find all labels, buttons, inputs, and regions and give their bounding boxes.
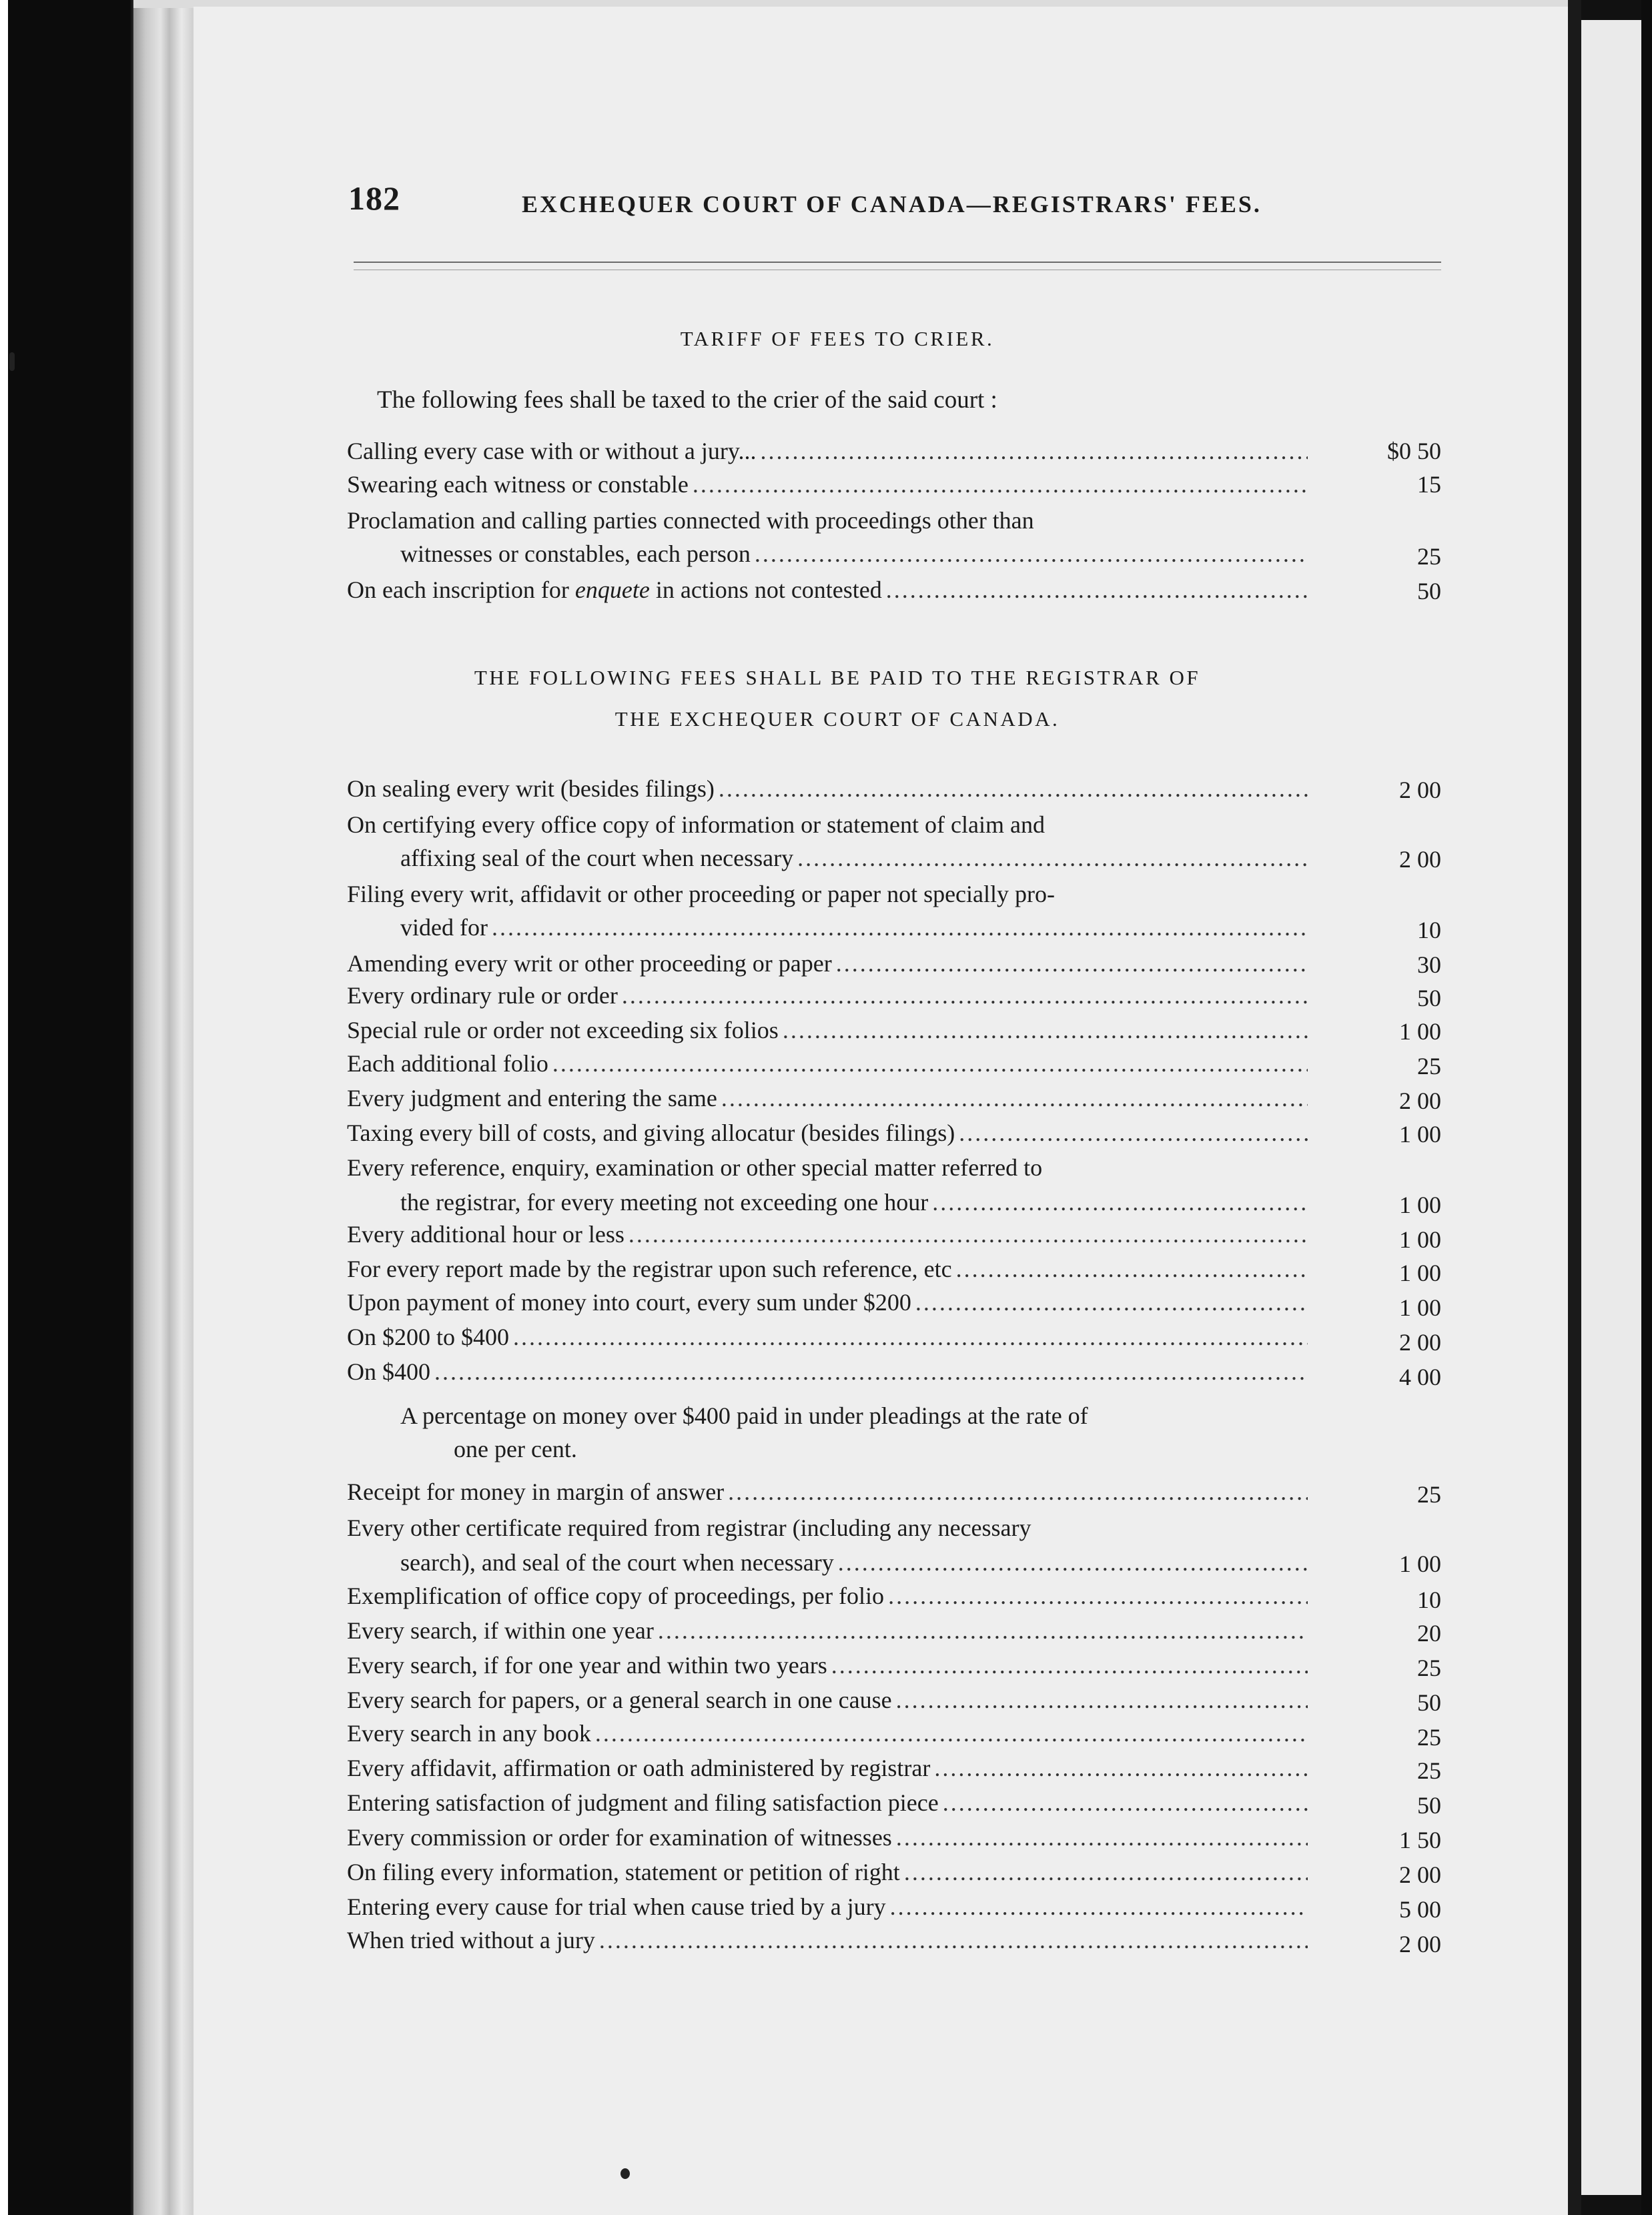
fee-line-continuation bbox=[400, 842, 1308, 874]
fee-paragraph bbox=[400, 1400, 1361, 1432]
fee-amount: 2 00 bbox=[1399, 1087, 1441, 1114]
fee-text: Entering every cause for trial when cause tried by a jury bbox=[347, 1893, 886, 1920]
fee-text: Every search, if for one year and within two years bbox=[347, 1652, 827, 1679]
fee-text: Exemplification of office copy of proceedings, per folio bbox=[347, 1583, 885, 1609]
scan-right-border bbox=[1641, 0, 1652, 2215]
fee-line bbox=[347, 468, 1308, 500]
fee-text: Each additional folio bbox=[347, 1050, 548, 1077]
leader-dots bbox=[728, 1476, 1308, 1508]
fee-amount: 1 00 bbox=[1399, 1121, 1441, 1148]
leader-dots bbox=[896, 1684, 1308, 1716]
fee-line bbox=[347, 1253, 1308, 1285]
fee-text: Swearing each witness or constable bbox=[347, 471, 689, 498]
fee-line-continuation bbox=[400, 1186, 1308, 1218]
fee-text: On $200 to $400 bbox=[347, 1324, 509, 1350]
registrar-heading-line1: THE FOLLOWING FEES SHALL BE PAID TO THE REGISTRAR OF bbox=[474, 666, 1201, 689]
fee-text-suffix: in actions not contested bbox=[649, 576, 882, 603]
fee-text: On filing every information, statement or petition of right bbox=[347, 1859, 900, 1885]
fee-text: When tried without a jury bbox=[347, 1927, 595, 1953]
fee-text: Special rule or order not exceeding six folios bbox=[347, 1017, 779, 1043]
fee-text: Every search for papers, or a general search in one cause bbox=[347, 1687, 892, 1713]
leader-dots bbox=[552, 1047, 1308, 1079]
crier-heading: TARIFF OF FEES TO CRIER. bbox=[680, 327, 995, 350]
fee-amount: 2 00 bbox=[1399, 1861, 1441, 1888]
leader-dots bbox=[658, 1615, 1308, 1647]
fee-text-prefix: On each inscription for bbox=[347, 576, 575, 603]
fee-amount: 50 bbox=[1417, 985, 1441, 1011]
fee-line bbox=[347, 504, 1308, 536]
fee-amount: 30 bbox=[1417, 951, 1441, 978]
fee-line bbox=[347, 1286, 1308, 1318]
fee-line bbox=[347, 1924, 1308, 1956]
fee-text: vided for bbox=[400, 914, 488, 941]
fee-line bbox=[347, 1649, 1308, 1681]
page-gutter bbox=[1568, 0, 1581, 2215]
fee-text: Calling every case with or without a jury... bbox=[347, 438, 757, 464]
leader-dots bbox=[959, 1117, 1308, 1149]
fee-line bbox=[347, 1787, 1308, 1819]
fee-text: On certifying every office copy of information or statement of claim and bbox=[347, 811, 1045, 838]
fee-line bbox=[347, 1476, 1308, 1508]
fee-line-continuation bbox=[400, 538, 1308, 570]
fee-text-italic: enquete bbox=[574, 576, 650, 603]
scan-speck bbox=[621, 2168, 630, 2179]
fee-text: A percentage on money over $400 paid in under pleadings at the rate of bbox=[400, 1402, 1088, 1429]
book-binding-edge bbox=[133, 0, 193, 2215]
fee-text: Every additional hour or less bbox=[347, 1221, 625, 1248]
fee-line bbox=[347, 1356, 1308, 1388]
running-title: EXCHEQUER COURT OF CANADA—REGISTRARS' FEES. bbox=[522, 191, 1262, 217]
fee-amount: 1 00 bbox=[1399, 1260, 1441, 1286]
fee-amount: 10 bbox=[1417, 917, 1441, 943]
leader-dots bbox=[890, 1891, 1308, 1923]
crier-intro: The following fees shall be taxed to the crier of the said court : bbox=[377, 386, 997, 414]
fee-line bbox=[347, 1684, 1308, 1716]
fee-text: search), and seal of the court when necessary bbox=[400, 1549, 834, 1576]
leader-dots bbox=[599, 1924, 1308, 1956]
fee-amount: 1 00 bbox=[1399, 1018, 1441, 1045]
header-rule bbox=[354, 262, 1441, 263]
leader-dots bbox=[904, 1856, 1308, 1888]
fee-text: On sealing every writ (besides filings) bbox=[347, 775, 715, 802]
fee-amount: 2 00 bbox=[1399, 777, 1441, 803]
fee-text: Upon payment of money into court, every sum under $200 bbox=[347, 1289, 911, 1316]
leader-dots bbox=[693, 468, 1308, 500]
fee-text: Every reference, enquiry, examination or other special matter referred to bbox=[347, 1154, 1043, 1181]
leader-dots bbox=[721, 1082, 1308, 1114]
fee-text: one per cent. bbox=[454, 1436, 577, 1462]
fee-amount: 50 bbox=[1417, 1792, 1441, 1819]
fee-line bbox=[347, 878, 1308, 910]
fee-amount: 1 00 bbox=[1399, 1226, 1441, 1253]
fee-line bbox=[347, 1752, 1308, 1784]
leader-dots bbox=[831, 1649, 1308, 1681]
fee-text: Every other certificate required from registrar (including any necessary bbox=[347, 1514, 1031, 1541]
leader-dots bbox=[836, 947, 1308, 979]
fee-text: Entering satisfaction of judgment and filing satisfaction piece bbox=[347, 1789, 939, 1816]
fee-text: Every search, if within one year bbox=[347, 1617, 654, 1644]
fee-text: the registrar, for every meeting not exceeding one hour bbox=[400, 1189, 929, 1216]
fee-amount: 25 bbox=[1417, 543, 1441, 570]
leader-dots bbox=[622, 979, 1308, 1011]
fee-amount: 25 bbox=[1417, 1655, 1441, 1681]
fee-text: Receipt for money in margin of answer bbox=[347, 1478, 725, 1505]
leader-dots bbox=[886, 574, 1308, 606]
fee-amount: 25 bbox=[1417, 1053, 1441, 1079]
fee-amount: 1 00 bbox=[1399, 1294, 1441, 1321]
fee-text: Every ordinary rule or order bbox=[347, 982, 618, 1009]
fee-line bbox=[347, 1152, 1308, 1184]
fee-line bbox=[347, 1580, 1308, 1612]
fee-text: witnesses or constables, each person bbox=[400, 540, 751, 567]
fee-amount: 1 50 bbox=[1399, 1827, 1441, 1853]
fee-line bbox=[347, 1117, 1308, 1149]
fee-text: affixing seal of the court when necessary bbox=[400, 845, 794, 871]
fee-line bbox=[347, 1218, 1308, 1250]
fee-amount: 25 bbox=[1417, 1724, 1441, 1751]
fee-line bbox=[347, 1615, 1308, 1647]
leader-dots bbox=[783, 1014, 1308, 1046]
leader-dots bbox=[761, 435, 1308, 467]
fee-amount: 2 00 bbox=[1399, 1329, 1441, 1356]
fee-line bbox=[347, 574, 1308, 606]
fee-line bbox=[347, 773, 1308, 805]
leader-dots bbox=[943, 1787, 1308, 1819]
fee-amount: 5 00 bbox=[1399, 1896, 1441, 1923]
fee-line bbox=[347, 1717, 1308, 1749]
fee-amount: 25 bbox=[1417, 1757, 1441, 1784]
leader-dots bbox=[629, 1218, 1308, 1250]
fee-line bbox=[347, 1891, 1308, 1923]
leader-dots bbox=[755, 538, 1308, 570]
fee-text: Every search in any book bbox=[347, 1720, 591, 1747]
fee-text: Proclamation and calling parties connected with proceedings other than bbox=[347, 507, 1034, 534]
fee-text: Every judgment and entering the same bbox=[347, 1085, 717, 1112]
leader-dots bbox=[434, 1356, 1308, 1388]
scan-speck bbox=[9, 352, 15, 371]
fee-line bbox=[347, 1047, 1308, 1079]
fee-amount: 50 bbox=[1417, 578, 1441, 604]
fee-amount: 4 00 bbox=[1399, 1364, 1441, 1390]
leader-dots bbox=[838, 1546, 1308, 1579]
fee-amount: 2 00 bbox=[1399, 846, 1441, 873]
fee-amount: $0 50 bbox=[1387, 438, 1441, 464]
fee-paragraph-continuation bbox=[454, 1433, 1414, 1465]
fee-line bbox=[347, 979, 1308, 1011]
fee-amount: 50 bbox=[1417, 1689, 1441, 1716]
fee-line bbox=[347, 1821, 1308, 1853]
leader-dots bbox=[915, 1286, 1308, 1318]
fee-text: Filing every writ, affidavit or other proceeding or paper not specially pro- bbox=[347, 881, 1055, 907]
fee-text: On $400 bbox=[347, 1358, 430, 1385]
fee-line-continuation bbox=[400, 1546, 1308, 1579]
scan-left-border bbox=[0, 0, 133, 2215]
leader-dots bbox=[719, 773, 1308, 805]
leader-dots bbox=[956, 1253, 1308, 1285]
fee-amount: 20 bbox=[1417, 1620, 1441, 1647]
fee-amount: 25 bbox=[1417, 1481, 1441, 1508]
fee-amount: 2 00 bbox=[1399, 1931, 1441, 1957]
fee-amount: 1 00 bbox=[1399, 1550, 1441, 1577]
fee-line bbox=[347, 435, 1308, 467]
leader-dots bbox=[492, 911, 1308, 943]
leader-dots bbox=[513, 1321, 1308, 1353]
fee-line bbox=[347, 1082, 1308, 1114]
fee-line bbox=[347, 1512, 1308, 1544]
fee-amount: 1 00 bbox=[1399, 1192, 1441, 1218]
fee-text: Taxing every bill of costs, and giving allocatur (besides filings) bbox=[347, 1120, 955, 1146]
leader-dots bbox=[896, 1821, 1308, 1853]
fee-line-continuation bbox=[400, 911, 1308, 943]
facing-page-edge bbox=[1581, 20, 1641, 2195]
leader-dots bbox=[595, 1717, 1308, 1749]
fee-line bbox=[347, 947, 1308, 979]
fee-text: Every affidavit, affirmation or oath administered by registrar bbox=[347, 1755, 931, 1781]
fee-amount: 10 bbox=[1417, 1587, 1441, 1613]
fee-line bbox=[347, 1856, 1308, 1888]
page-number: 182 bbox=[348, 179, 400, 217]
fee-text: For every report made by the registrar upon such reference, etc bbox=[347, 1256, 952, 1282]
fee-line bbox=[347, 1014, 1308, 1046]
fee-line bbox=[347, 809, 1308, 841]
leader-dots bbox=[797, 842, 1308, 874]
fee-amount: 15 bbox=[1417, 471, 1441, 498]
leader-dots bbox=[934, 1752, 1308, 1784]
fee-text: Amending every writ or other proceeding or paper bbox=[347, 950, 832, 977]
fee-text bbox=[347, 574, 882, 606]
registrar-heading-line2: THE EXCHEQUER COURT OF CANADA. bbox=[614, 707, 1060, 731]
leader-dots bbox=[888, 1580, 1308, 1612]
leader-dots bbox=[932, 1186, 1308, 1218]
fee-line bbox=[347, 1321, 1308, 1353]
fee-text: Every commission or order for examination of witnesses bbox=[347, 1824, 892, 1851]
